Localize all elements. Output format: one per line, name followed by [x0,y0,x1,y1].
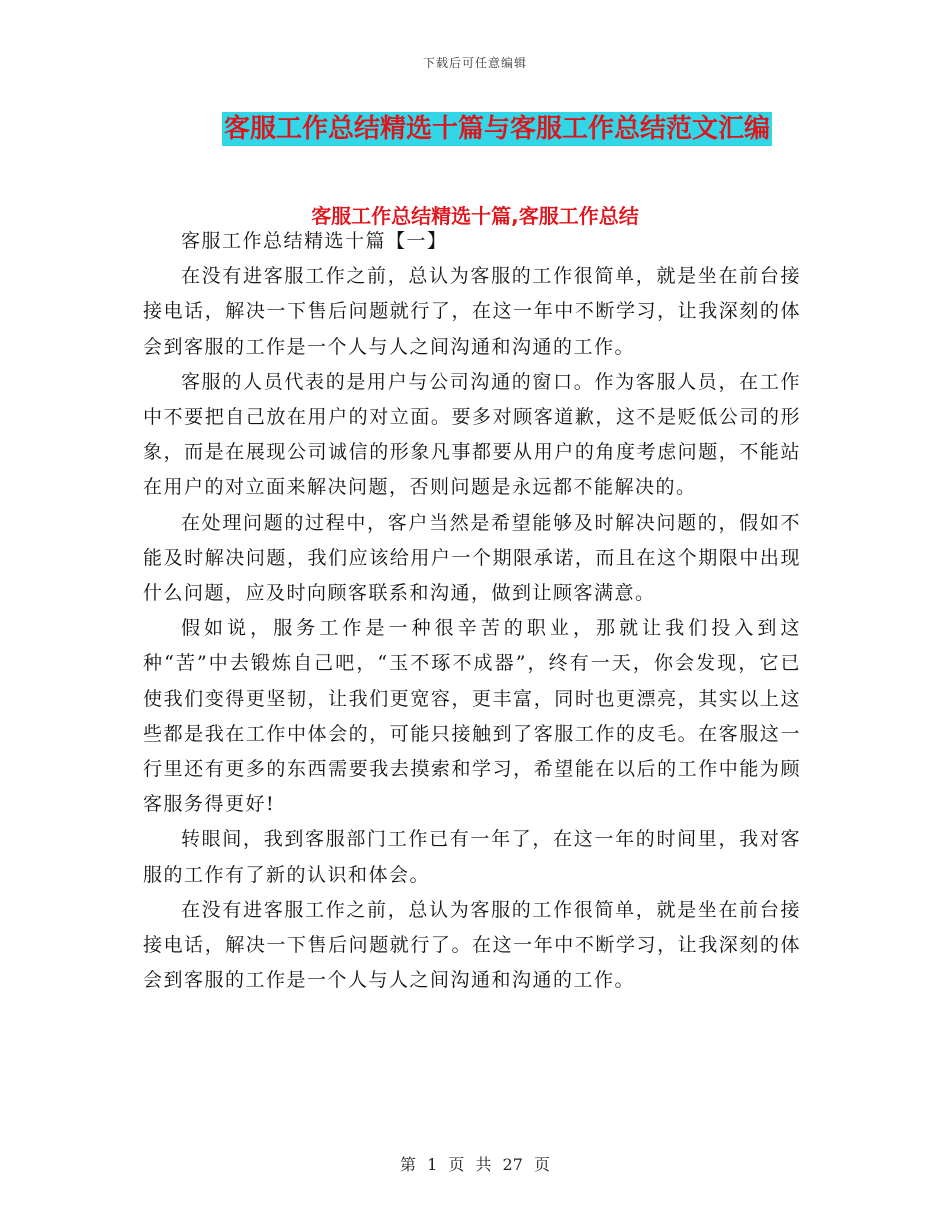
page-header-note: 下载后可任意编辑 [422,56,527,70]
section-heading: 客服工作总结精选十篇【一】 [181,230,448,252]
sub-title: 客服工作总结精选十篇,客服工作总结 [311,204,639,228]
paragraph: 假如说，服务工作是一种很辛苦的职业，那就让我们投入到这种“苦”中去锻炼自己吧，“玉不琢不成器”，终有一天，你会发现，它已使我们变得更坚韧，让我们更宽容，更丰富，同时也更漂亮，其实以上这些都是我在工作中体会的，可能只接触到了客服工作的皮毛。在客服这一行里还有更多的东西需要我去摸索和学习，希望能在以后的工作中能为顾客服务得更好! [143,617,801,816]
paragraph: 在没有进客服工作之前，总认为客服的工作很简单，就是坐在前台接接电话，解决一下售后问题就行了，在这一年中不断学习，让我深刻的体会到客服的工作是一个人与人之间沟通和沟通的工作。 [143,265,801,358]
page-number-footer: 第 1 页 共 27 页 [400,1155,550,1174]
paragraph: 转眼间，我到客服部门工作已有一年了，在这一年的时间里，我对客服的工作有了新的认识和体会。 [143,828,801,886]
main-title-container [0,112,950,146]
paragraph: 客服的人员代表的是用户与公司沟通的窗口。作为客服人员，在工作中不要把自己放在用户的对立面。要多对顾客道歉，这不是贬低公司的形象，而是在展现公司诚信的形象凡事都要从用户的角度考虑问题，不能站在用户的对立面来解决问题，否则问题是永远都不能解决的。 [143,370,801,499]
document-body [143,224,801,998]
paragraph: 在没有进客服工作之前，总认为客服的工作很简单，就是坐在前台接接电话，解决一下售后问题就行了。在这一年中不断学习，让我深刻的体会到客服的工作是一个人与人之间沟通和沟通的工作。 [143,898,801,992]
main-title: 客服工作总结精选十篇与客服工作总结范文汇编 [223,114,770,144]
paragraph: 在处理问题的过程中，客户当然是希望能够及时解决问题的，假如不能及时解决问题，我们应该给用户一个期限承诺，而且在这个期限中出现什么问题，应及时向顾客联系和沟通，做到让顾客满意。 [143,511,801,605]
